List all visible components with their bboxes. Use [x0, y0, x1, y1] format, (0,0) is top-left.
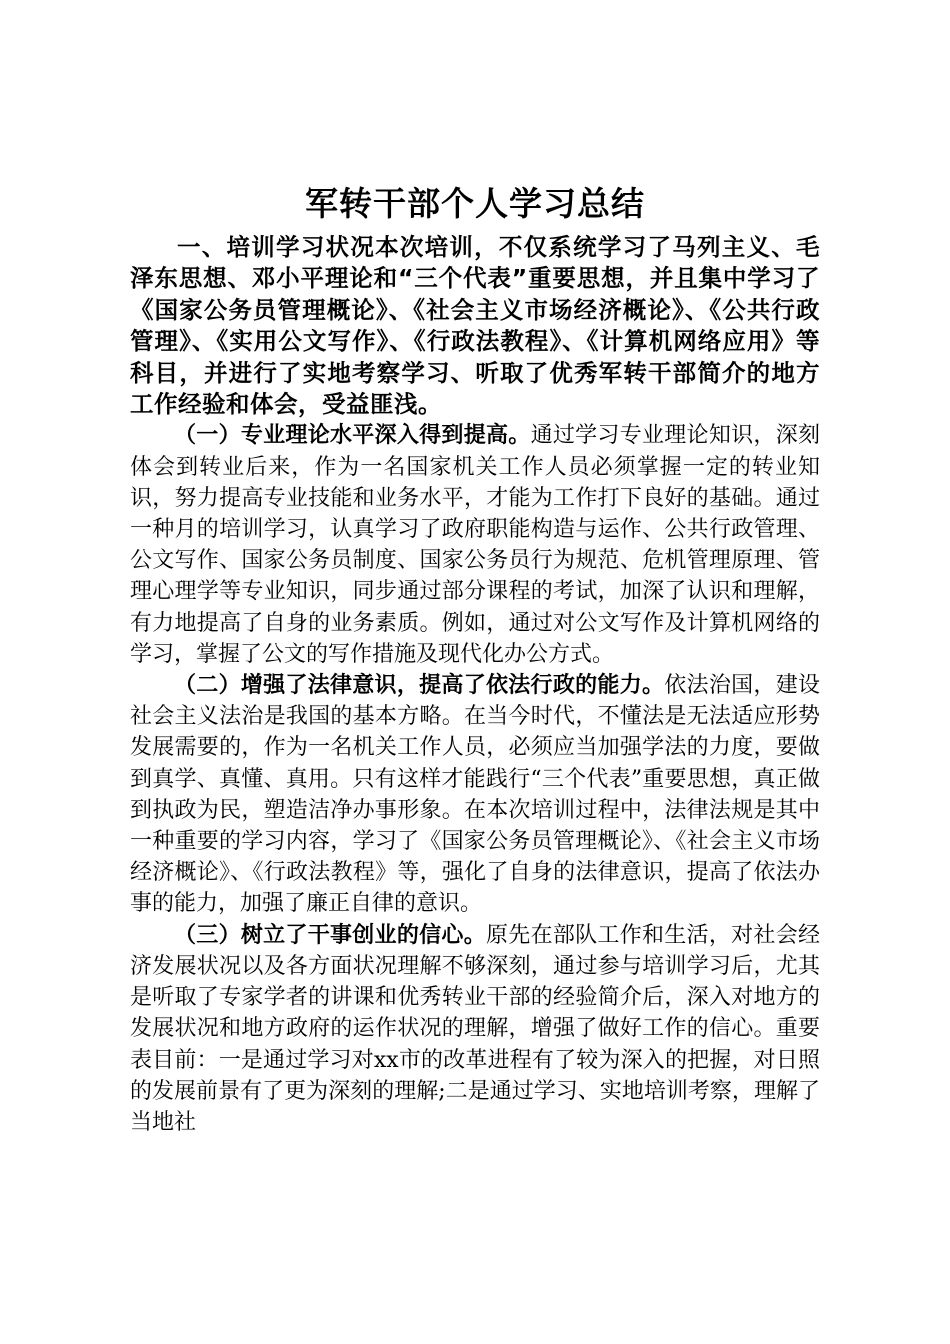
section-paragraph-2 — [130, 670, 820, 920]
section-paragraph-1 — [130, 420, 820, 670]
intro-paragraph: 一、培训学习状况本次培训，不仅系统学习了马列主义、毛泽东思想、邓小平理论和“三个代表”重要思想，并且集中学习了《国家公务员管理概论》、《社会主义市场经济概论》、《公共行政管理》、《实用公文写作》、《行政法教程》、《计算机网络应用》等科目，并进行了实地考察学习、听取了优秀军转干部简介的地方工作经验和体会，受益匪浅。 — [130, 233, 820, 419]
section-text-3: 原先在部队工作和生活，对社会经济发展状况以及各方面状况理解不够深刻，通过参与培训学习后，尤其是听取了专家学者的讲课和优秀转业干部的经验简介后，深入对地方的发展状况和地方政府的运作状况的理解，增强了做好工作的信心。重要表目前：一是通过学习对xx市的改革进程有了较为深入的把握，对日照的发展前景有了更为深刻的理解;二是通过学习、实地培训考察，理解了当地社 — [130, 922, 820, 1135]
document-body — [130, 232, 820, 1138]
section-heading-3: （三）树立了干事创业的信心。 — [174, 922, 486, 948]
section-heading-2: （二）增强了法律意识，提高了依法行政的能力。 — [174, 673, 665, 699]
document-title: 军转干部个人学习总结 — [305, 184, 645, 223]
section-text-2: 依法治国，建设社会主义法治是我国的基本方略。在当今时代，不懂法是无法适应形势发展需要的，作为一名机关工作人员，必须应当加强学法的力度，要做到真学、真懂、真用。只有这样才能践行“三个代表”重要思想，真正做到执政为民，塑造洁净办事形象。在本次培训过程中，法律法规是其中一种重要的学习内容，学习了《国家公务员管理概论》、《社会主义市场经济概论》、《行政法教程》等，强化了自身的法律意识，提高了依法办事的能力，加强了廉正自律的意识。 — [130, 673, 820, 917]
section-heading-1: （一）专业理论水平深入得到提高。 — [174, 423, 531, 449]
section-paragraph-3 — [130, 920, 820, 1138]
section-text-1: 通过学习专业理论知识，深刻体会到转业后来，作为一名国家机关工作人员必须掌握一定的转业知识，努力提高专业技能和业务水平，才能为工作打下良好的基础。通过一种月的培训学习，认真学习了政府职能构造与运作、公共行政管理、公文写作、国家公务员制度、国家公务员行为规范、危机管理原理、管理心理学等专业知识，同步通过部分课程的考试，加深了认识和理解，有力地提高了自身的业务素质。例如，通过对公文写作及计算机网络的学习，掌握了公文的写作措施及现代化办公方式。 — [130, 423, 820, 667]
